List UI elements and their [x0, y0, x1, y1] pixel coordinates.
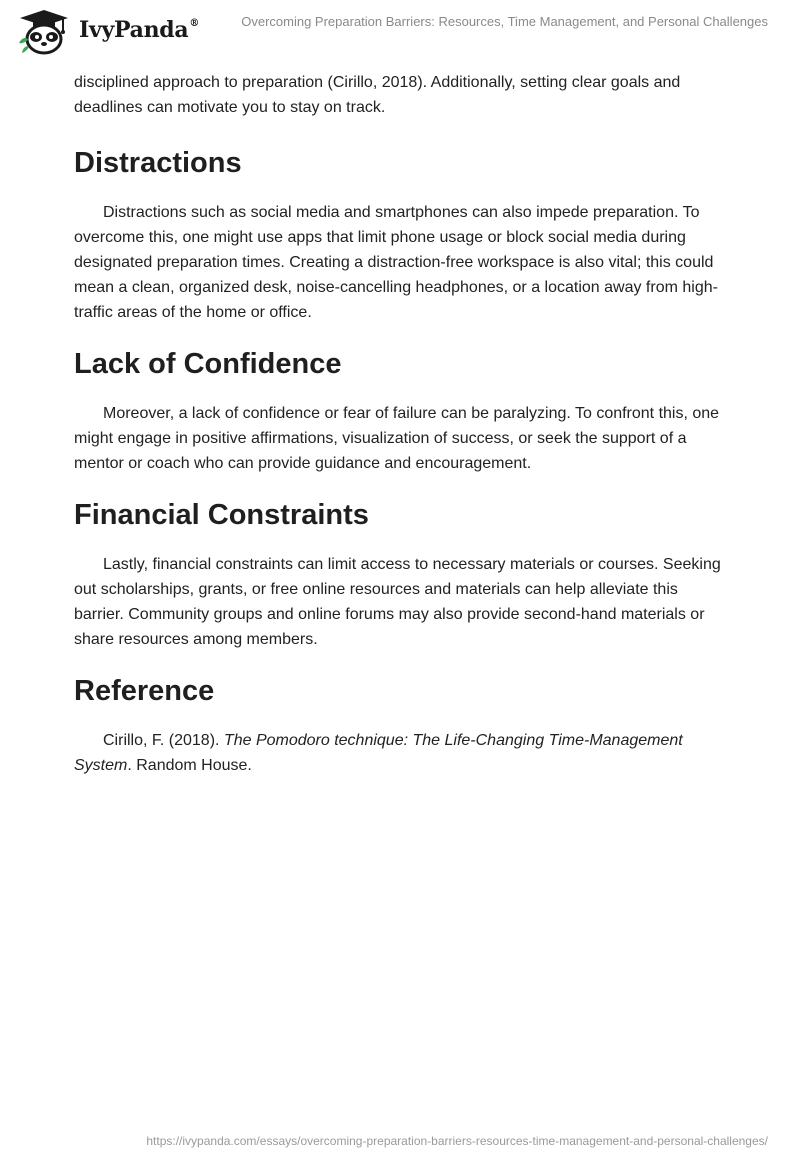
section-heading-financial-constraints: Financial Constraints [74, 499, 369, 531]
logo-wordmark: IvyPanda® [79, 17, 200, 43]
page-header [0, 0, 800, 60]
reference-book-title: The Pomodoro technique: The Life-Changing Time-Management System [74, 732, 683, 774]
section-paragraph-distractions: Distractions such as social media and smartphones can also impede preparation. To overcome this, one might use apps that limit phone usage or block social media during designated preparation times. Creating a distraction-free workspace is also vital; this could mean a clean, organized desk, noise-cancelling headphones, or a location away from high-traffic areas of the home or office. [74, 204, 718, 321]
section-heading-lack-of-confidence: Lack of Confidence [74, 348, 342, 380]
section-paragraph-lack-of-confidence: Moreover, a lack of confidence or fear of failure can be paralyzing. To confront this, one might engage in positive affirmations, visualization of success, or seek the support of a mentor or coach who can provide guidance and encouragement. [74, 405, 720, 472]
footer-source-url[interactable]: https://ivypanda.com/essays/overcoming-preparation-barriers-resources-time-management-and-personal-challenges/ [146, 1134, 768, 1148]
reference-entry [74, 728, 728, 778]
essay-content [74, 70, 728, 778]
reference-publisher: . Random House. [127, 757, 252, 774]
reference-author: Cirillo, F. (2018). [103, 732, 224, 749]
intro-paragraph: disciplined approach to preparation (Cirillo, 2018). Additionally, setting clear goals and deadlines can motivate you to stay on track. [74, 74, 681, 116]
panda-mascot-icon [16, 9, 76, 55]
section-heading-distractions: Distractions [74, 147, 242, 179]
section-paragraph-financial-constraints: Lastly, financial constraints can limit access to necessary materials or courses. Seeking out scholarships, grants, or free online resources and materials can help alleviate this barrier. Community groups and online forums may also provide second-hand materials or share resources among members. [74, 556, 721, 648]
reference-heading: Reference [74, 675, 215, 707]
document-title: Overcoming Preparation Barriers: Resources, Time Management, and Personal Challenges [241, 14, 768, 29]
ivypanda-logo[interactable] [16, 9, 256, 53]
